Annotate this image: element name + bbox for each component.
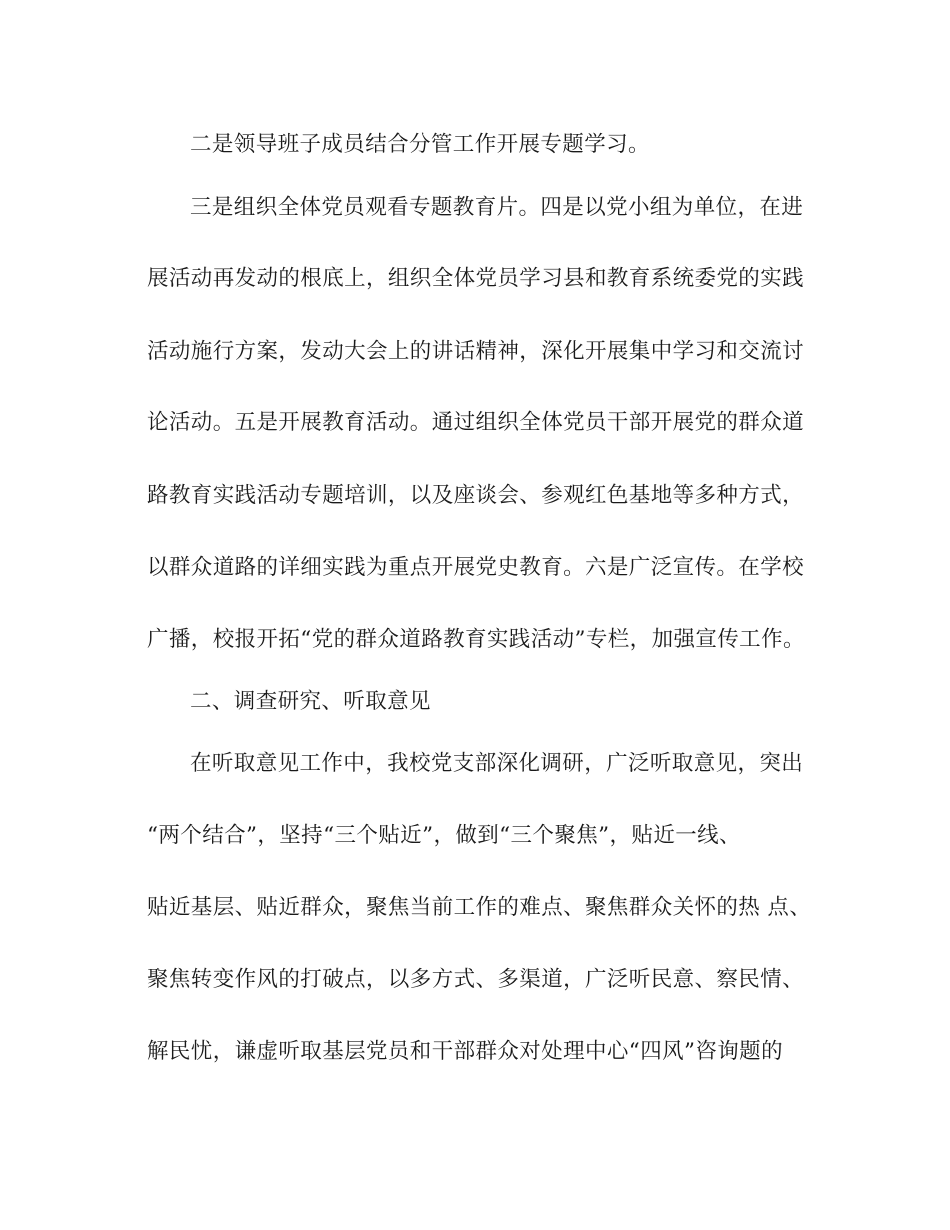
paragraph-line: “两个结合”，坚持“三个贴近”，做到“三个聚焦”，贴近一线、 xyxy=(147,823,741,848)
paragraph-line: 三是组织全体党员观看专题教育片。四是以党小组为单位，在进 xyxy=(190,195,804,220)
paragraph-line: 广播，校报开拓“党的群众道路教育实践活动”专栏，加强宣传工作。 xyxy=(147,627,805,652)
paragraph-line: 解民忧，谦虚听取基层党员和干部群众对处理中心“四风”咨询题的 xyxy=(147,1039,783,1064)
section-heading: 二、调查研究、听取意见 xyxy=(190,689,431,714)
paragraph-line: 论活动。五是开展教育活动。通过组织全体党员干部开展党的群众道 xyxy=(147,410,805,435)
paragraph-line: 在听取意见工作中，我校党支部深化调研，广泛听取意见，突出 xyxy=(190,751,804,776)
paragraph-line: 贴近基层、贴近群众，聚焦当前工作的难点、聚焦群众关怀的热 点、 xyxy=(147,895,812,920)
paragraph-line: 聚焦转变作风的打破点，以多方式、多渠道，广泛听民意、察民情、 xyxy=(147,967,805,992)
paragraph-line: 活动施行方案，发动大会上的讲话精神，深化开展集中学习和交流讨 xyxy=(147,339,805,364)
paragraph-line: 展活动再发动的根底上，组织全体党员学习县和教育系统委党的实践 xyxy=(147,266,805,291)
paragraph-line: 路教育实践活动专题培训，以及座谈会、参观红色基地等多种方式， xyxy=(147,483,805,508)
paragraph-line: 以群众道路的详细实践为重点开展党史教育。六是广泛宣传。在学校 xyxy=(147,555,805,580)
paragraph-line: 二是领导班子成员结合分管工作开展专题学习。 xyxy=(190,132,650,157)
